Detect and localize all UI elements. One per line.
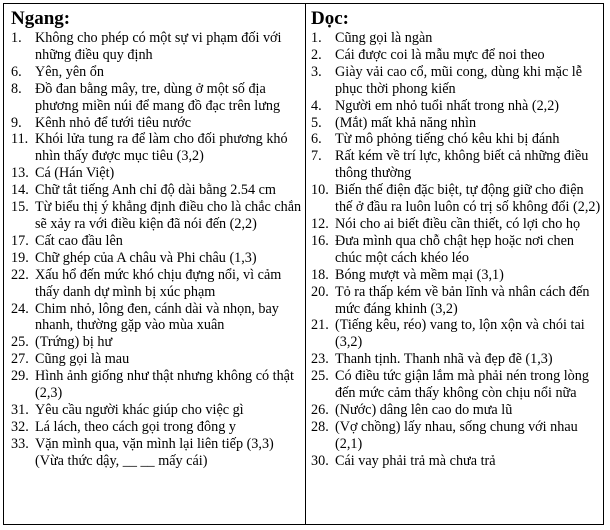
doc-heading: Dọc: xyxy=(311,8,349,29)
clue-text: Cất cao đầu lên xyxy=(35,232,123,249)
clue-number: 27. xyxy=(11,351,29,368)
clue-text: Người em nhỏ tuổi nhất trong nhà (2,2) xyxy=(335,97,560,114)
clue-item xyxy=(311,47,601,64)
clue-text: Chim nhỏ, lông đen, cánh dài và nhọn, bay nhanh, thường gặp vào mùa xuân xyxy=(35,300,279,334)
clue-text: Cá (Hán Việt) xyxy=(35,165,115,182)
clue-item xyxy=(311,402,601,419)
clue-number: 24. xyxy=(11,300,29,317)
clue-number: 1. xyxy=(11,30,22,46)
clue-text: Kênh nhỏ để tưới tiêu nước xyxy=(35,114,192,131)
clues-table xyxy=(3,3,604,525)
clue-text: Không cho phép có một sự vi phạm đối với những điều quy định xyxy=(35,30,282,63)
clue-text: Chữ ghép của A châu và Phi châu (1,3) xyxy=(35,249,257,266)
clue-text: Vặn mình qua, vặn mình lại liên tiếp (3,3) (Vừa thức dậy, __ __ mấy cái) xyxy=(35,435,274,469)
clue-item xyxy=(11,81,303,115)
clue-text: Cũng gọi là ngàn xyxy=(335,30,433,46)
clue-number: 13. xyxy=(11,165,29,182)
ngang-column xyxy=(11,8,303,470)
clue-text: Giày vải cao cổ, mũi cong, dùng khi mặc lễ phục thời phong kiến xyxy=(335,63,583,97)
clue-number: 9. xyxy=(11,114,22,131)
clue-number: 14. xyxy=(11,182,29,199)
clue-item xyxy=(311,115,601,132)
clue-text: Biến thế điện đặc biệt, tự động giữ cho điện thế ở đầu ra luôn luôn có trị số không đổi (2,2) xyxy=(335,182,601,216)
clue-text: Tỏ ra thấp kém về bản lĩnh và nhân cách đến mức đáng khinh (3,2) xyxy=(335,283,590,317)
clue-number: 15. xyxy=(11,199,29,216)
clue-text: Rất kém về trí lực, không biết cả những điều thông thường xyxy=(335,148,589,182)
clue-text: (Mắt) mất khả năng nhìn xyxy=(335,114,477,131)
clue-item xyxy=(311,317,601,351)
clue-number: 4. xyxy=(311,97,322,114)
clue-item xyxy=(311,216,601,233)
clue-number: 25. xyxy=(311,368,329,385)
clue-item xyxy=(311,453,601,470)
clue-text: Yêu cầu người khác giúp cho việc gì xyxy=(35,401,244,418)
clue-item xyxy=(311,30,601,47)
ngang-heading: Ngang: xyxy=(11,8,71,29)
clue-number: 17. xyxy=(11,232,29,249)
clue-item xyxy=(311,267,601,284)
clue-item xyxy=(11,436,303,470)
ngang-clue-list xyxy=(11,30,303,470)
clue-text: (Tiếng kêu, réo) vang to, lộn xộn và chói tai (3,2) xyxy=(335,317,585,351)
clue-number: 5. xyxy=(311,114,322,131)
clue-number: 21. xyxy=(311,317,329,334)
doc-column xyxy=(311,8,601,470)
clue-number: 26. xyxy=(311,401,329,418)
clue-item xyxy=(311,98,601,115)
clue-text: Cũng gọi là mau xyxy=(35,351,130,368)
clue-number: 6. xyxy=(311,131,322,148)
clue-text: Yên, yên ổn xyxy=(35,63,104,80)
clue-item xyxy=(311,182,601,216)
clue-text: Có điều tức giận lắm mà phải nén trong lòng đến mức cảm thấy không còn chịu nổi nữa xyxy=(335,368,589,402)
doc-clue-list xyxy=(311,30,601,470)
clue-number: 31. xyxy=(11,401,29,418)
clue-item xyxy=(11,419,303,436)
clue-text: Nói cho ai biết điều cần thiết, có lợi cho họ xyxy=(335,215,581,232)
clue-number: 18. xyxy=(311,266,329,283)
clue-number: 30. xyxy=(311,452,329,469)
clue-number: 28. xyxy=(311,418,329,435)
clue-item xyxy=(11,250,303,267)
clue-number: 22. xyxy=(11,266,29,283)
clue-item xyxy=(11,368,303,402)
clue-text: Cái được coi là mẫu mực để noi theo xyxy=(335,46,545,63)
clue-item xyxy=(11,351,303,368)
clue-number: 20. xyxy=(311,283,329,300)
clue-text: Cái vay phải trả mà chưa trả xyxy=(335,452,496,469)
clue-item xyxy=(311,419,601,453)
clue-text: Từ mô phỏng tiếng chó kêu khi bị đánh xyxy=(335,131,560,148)
clue-item xyxy=(311,148,601,182)
clue-item xyxy=(11,301,303,335)
clue-text: Bóng mượt và mềm mại (3,1) xyxy=(335,266,504,283)
clue-number: 33. xyxy=(11,435,29,452)
clue-item xyxy=(311,233,601,267)
clue-number: 10. xyxy=(311,182,329,199)
clue-text: Đưa mình qua chỗ chật hẹp hoặc nơi chen chúc một cách khéo léo xyxy=(335,232,574,266)
clue-item xyxy=(11,131,303,165)
clue-number: 32. xyxy=(11,418,29,435)
clue-text: Đồ đan bằng mây, tre, dùng ở một số địa phương miền núi để mang đồ đạc trên lưng xyxy=(35,80,281,114)
clue-item xyxy=(311,64,601,98)
clue-text: Xấu hổ đến mức khó chịu đựng nổi, vì cảm thấy danh dự mình bị xúc phạm xyxy=(35,266,282,300)
clue-number: 3. xyxy=(311,63,322,80)
clue-text: Khói lửa tung ra để làm cho đối phương khó nhìn thấy được mục tiêu (3,2) xyxy=(35,131,288,165)
clue-number: 16. xyxy=(311,232,329,249)
clue-text: (Nước) dâng lên cao do mưa lũ xyxy=(335,401,513,418)
clue-number: 7. xyxy=(311,148,322,165)
clue-item xyxy=(11,182,303,199)
clue-number: 11. xyxy=(11,131,29,148)
clue-number: 29. xyxy=(11,368,29,385)
clue-text: Từ biểu thị ý khẳng định điều cho là chắc chắn sẽ xảy ra với điều kiện đã nói đến (2,2) xyxy=(35,199,302,232)
clue-item xyxy=(311,131,601,148)
column-divider xyxy=(305,4,306,524)
clue-item xyxy=(311,351,601,368)
clue-item xyxy=(311,284,601,318)
clue-item xyxy=(11,30,303,64)
clue-text: Thanh tịnh. Thanh nhã và đẹp đẽ (1,3) xyxy=(335,351,553,368)
clue-text: (Trứng) bị hư xyxy=(35,334,113,351)
clue-text: Hình ảnh giống như thật nhưng không có thật (2,3) xyxy=(35,368,294,402)
clue-item xyxy=(11,199,303,233)
clue-number: 8. xyxy=(11,80,22,97)
clue-number: 25. xyxy=(11,334,29,351)
clue-number: 12. xyxy=(311,215,329,232)
clue-text: Chữ tắt tiếng Anh chỉ độ dài bằng 2.54 cm xyxy=(35,182,276,199)
clue-number: 19. xyxy=(11,249,29,266)
clue-number: 6. xyxy=(11,63,22,80)
clue-item xyxy=(311,368,601,402)
clue-text: (Vợ chồng) lấy nhau, sống chung với nhau (2,1) xyxy=(335,418,578,452)
clue-text: Lá lách, theo cách gọi trong đông y xyxy=(35,418,236,435)
clue-item xyxy=(11,402,303,419)
clue-number: 23. xyxy=(311,351,329,368)
clue-item xyxy=(11,165,303,182)
clue-item xyxy=(11,115,303,132)
clue-item xyxy=(11,233,303,250)
clue-item xyxy=(11,334,303,351)
clue-item xyxy=(11,64,303,81)
clue-number: 1. xyxy=(311,30,322,46)
clue-item xyxy=(11,267,303,301)
clue-number: 2. xyxy=(311,46,322,63)
